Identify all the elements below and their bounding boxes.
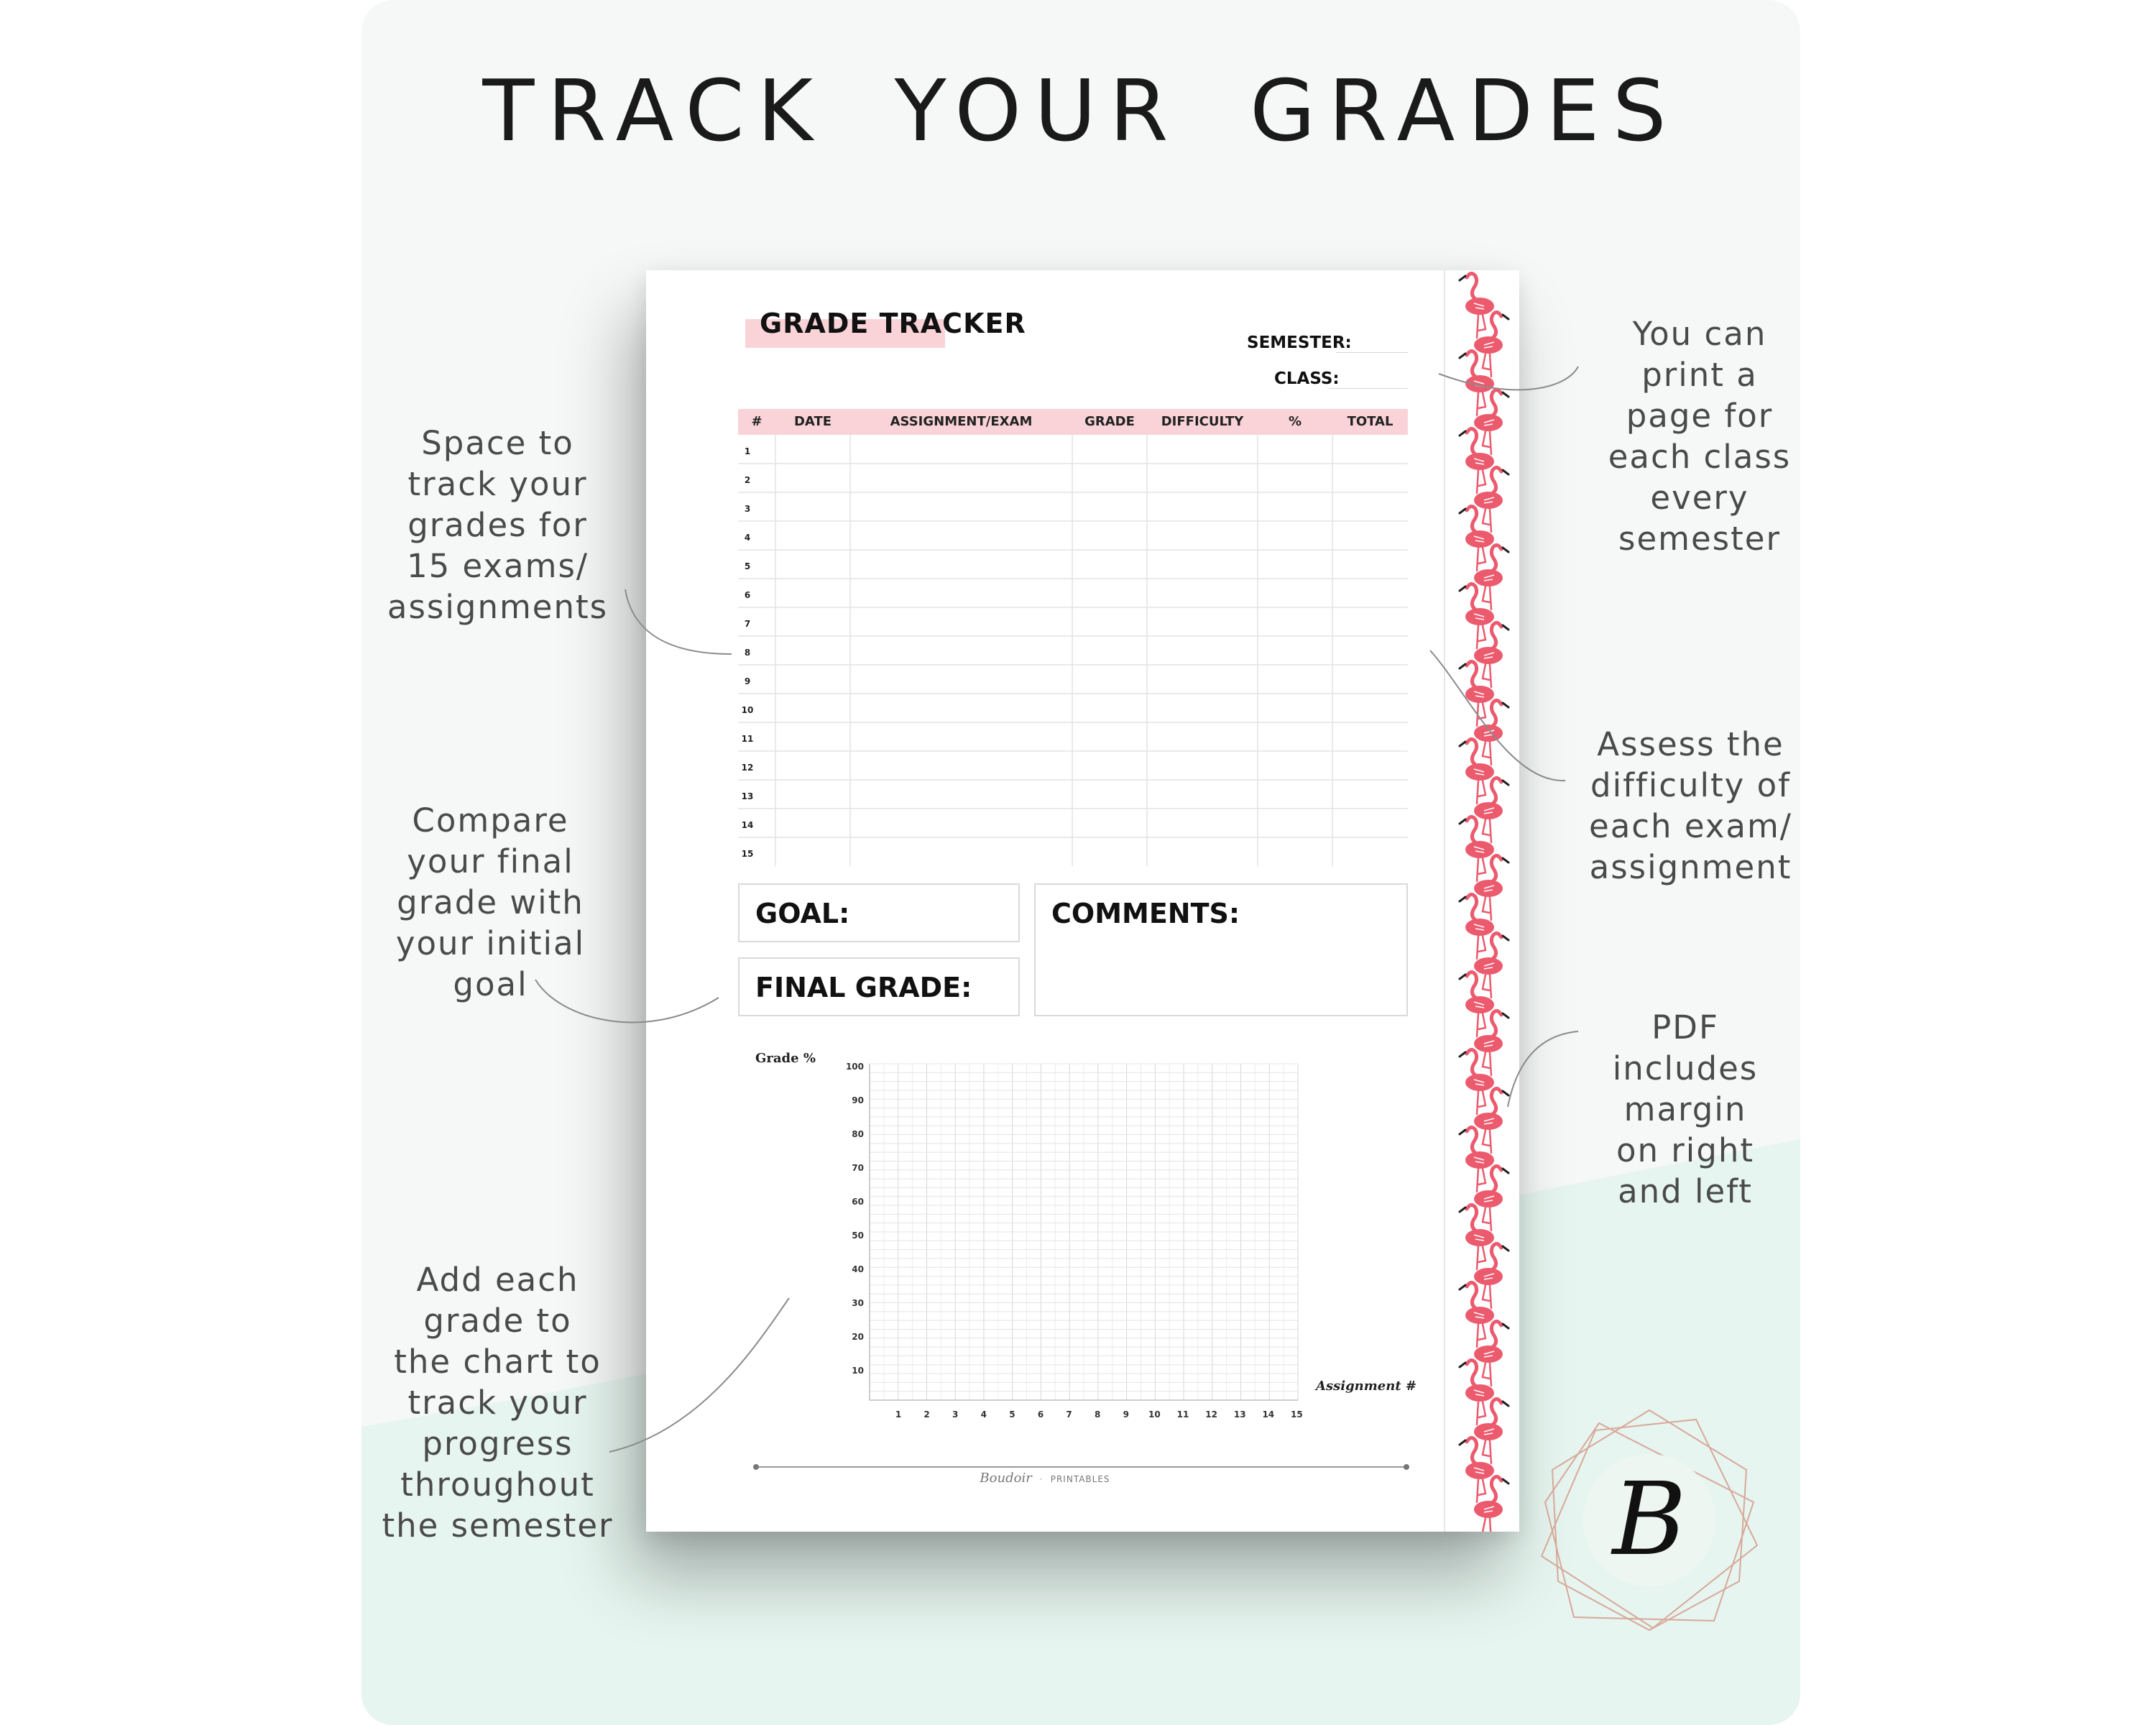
logo-letter: B: [1612, 1461, 1687, 1578]
row-number: 3: [744, 504, 751, 514]
flamingo-icon: [1474, 1243, 1508, 1308]
brand-sub: PRINTABLES: [1050, 1474, 1110, 1484]
flamingo-icon: [1460, 1049, 1494, 1114]
chart-ytick-label: 60: [852, 1197, 864, 1207]
flamingo-icon: [1460, 273, 1494, 338]
flamingo-icon: [1474, 312, 1508, 377]
chart-xtick-label: 15: [1291, 1409, 1303, 1420]
flamingo-icon: [1474, 855, 1508, 920]
grade-tracker-sheet: [646, 270, 1518, 1532]
chart-xtick-label: 9: [1123, 1409, 1129, 1420]
chart-ytick-label: 10: [852, 1366, 864, 1376]
semester-line: [1336, 352, 1408, 353]
row-number: 1: [744, 446, 751, 456]
chart-xtick-label: 4: [980, 1409, 987, 1420]
flamingo-icon: [1474, 700, 1508, 765]
table-grid: [738, 435, 1408, 895]
chart-grid: [870, 1064, 1298, 1400]
chart-ytick-label: 90: [852, 1095, 864, 1105]
row-number: 5: [744, 561, 751, 571]
note-chart: Add each grade to the chart to track your progress throughout the semester: [382, 1261, 614, 1545]
flamingo-icon: [1474, 545, 1508, 610]
goal-box: [738, 883, 1020, 942]
table-header: [738, 409, 1408, 435]
flamingo-icon: [1460, 1438, 1494, 1502]
flamingo-icon: [1474, 1476, 1508, 1532]
col-assignment: ASSIGNMENT/EXAM: [890, 414, 1033, 429]
goal-label: GOAL:: [755, 898, 850, 929]
flamingo-icon: [1474, 1166, 1508, 1230]
chart-xtick-label: 10: [1148, 1409, 1161, 1420]
chart-xtick-label: 7: [1066, 1409, 1072, 1420]
note-space: Space to track your grades for 15 exams/ assignments: [387, 424, 609, 626]
chart-xtick-label: 12: [1205, 1409, 1217, 1420]
flamingo-icon: [1460, 1282, 1494, 1347]
flamingo-icon: [1460, 661, 1494, 726]
flamingo-margin: [1444, 270, 1519, 1532]
flamingo-pattern: [1445, 270, 1519, 1532]
row-number: 11: [741, 734, 754, 744]
row-number: 6: [744, 590, 751, 600]
chart-xtick-label: 8: [1095, 1409, 1101, 1420]
col-number: #: [751, 414, 763, 429]
row-number: 2: [744, 475, 751, 485]
col-total: TOTAL: [1347, 414, 1393, 429]
semester-label: SEMESTER:: [1247, 334, 1352, 352]
row-number: 13: [741, 791, 754, 801]
note-print: You can print a page for each class every semester: [1608, 315, 1792, 558]
chart-ytick-label: 20: [852, 1332, 864, 1342]
final-grade-box: [738, 957, 1020, 1016]
flamingo-icon: [1474, 933, 1508, 998]
chart-xtick-label: 1: [895, 1409, 902, 1420]
flamingo-icon: [1474, 1321, 1508, 1386]
flamingo-icon: [1460, 739, 1494, 804]
flamingo-icon: [1460, 972, 1494, 1036]
col-percent: %: [1288, 414, 1302, 429]
flamingo-icon: [1460, 428, 1494, 493]
flamingo-icon: [1474, 778, 1508, 842]
headline: TRACK YOUR GRADES: [482, 61, 1680, 160]
class-line: [1329, 388, 1408, 389]
row-number: 7: [744, 619, 751, 629]
flamingo-icon: [1460, 1205, 1494, 1269]
chart-xtick-label: 6: [1037, 1409, 1044, 1420]
comments-box: [1034, 883, 1408, 1016]
chart-ytick-label: 70: [852, 1163, 864, 1173]
note-compare: Compare your final grade with your initial goal: [395, 801, 586, 1003]
progress-chart: [646, 1043, 1444, 1445]
chart-xlabel: Assignment #: [1316, 1379, 1416, 1394]
flamingo-icon: [1460, 1360, 1494, 1425]
flamingo-icon: [1474, 622, 1508, 687]
chart-ytick-label: 40: [852, 1264, 864, 1274]
chart-ytick-label: 80: [852, 1129, 864, 1139]
chart-xtick-label: 5: [1009, 1409, 1015, 1420]
chart-xtick-label: 11: [1176, 1409, 1189, 1420]
row-number: 8: [744, 648, 751, 658]
sheet-title: GRADE TRACKER: [760, 308, 1026, 339]
chart-xtick-label: 2: [923, 1409, 930, 1420]
flamingo-icon: [1460, 506, 1494, 571]
col-grade: GRADE: [1084, 414, 1135, 429]
row-number: 12: [741, 763, 754, 773]
flamingo-icon: [1474, 390, 1508, 454]
flamingo-icon: [1474, 467, 1508, 532]
row-number: 4: [744, 533, 751, 543]
class-label: CLASS:: [1274, 369, 1340, 388]
chart-ytick-label: 50: [852, 1230, 864, 1241]
row-number: 14: [741, 820, 754, 830]
final-grade-label: FINAL GRADE:: [755, 972, 972, 1003]
flamingo-icon: [1460, 351, 1494, 415]
note-difficulty: Assess the difficulty of each exam/ assignment: [1589, 725, 1792, 886]
row-number: 9: [744, 676, 751, 686]
comments-label: COMMENTS:: [1051, 898, 1240, 929]
flamingo-icon: [1474, 1011, 1508, 1075]
flamingo-icon: [1474, 1088, 1508, 1153]
chart-xtick-label: 3: [952, 1409, 959, 1420]
col-difficulty: DIFFICULTY: [1161, 414, 1244, 429]
flamingo-icon: [1474, 1399, 1508, 1463]
flamingo-icon: [1460, 1127, 1494, 1192]
flamingo-icon: [1460, 894, 1494, 959]
chart-ytick-label: 30: [852, 1298, 864, 1308]
brand-name: Boudoir: [980, 1471, 1032, 1486]
geometric-b-logo-icon: [1531, 1402, 1768, 1639]
note-margin: PDF includes margin on right and left: [1612, 1008, 1759, 1210]
flamingo-icon: [1460, 584, 1494, 648]
chart-xtick-label: 14: [1262, 1409, 1275, 1420]
col-date: DATE: [793, 414, 832, 429]
chart-xtick-label: 13: [1233, 1409, 1246, 1420]
brand-footer: Boudoir · PRINTABLES: [980, 1471, 1110, 1486]
row-number: 10: [741, 705, 754, 715]
chart-ylabel: Grade %: [755, 1051, 816, 1066]
flamingo-icon: [1460, 816, 1494, 881]
row-number: 15: [741, 849, 754, 859]
chart-ytick-label: 100: [845, 1062, 864, 1072]
